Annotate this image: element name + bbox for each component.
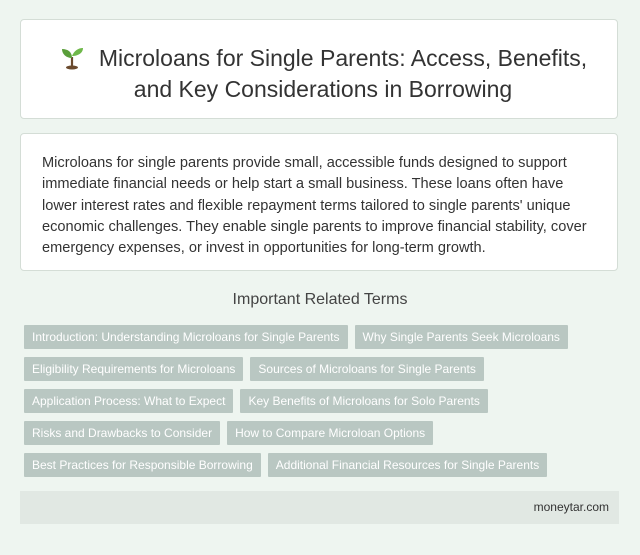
tag-row	[24, 421, 604, 445]
tag-row	[24, 325, 604, 349]
title-card	[20, 19, 618, 119]
tag-row	[24, 453, 604, 477]
related-terms-heading: Important Related Terms	[232, 291, 408, 308]
related-term-tag[interactable]: Introduction: Understanding Microloans for Single Parents	[24, 325, 348, 349]
related-term-tag[interactable]: Risks and Drawbacks to Consider	[24, 421, 220, 445]
related-term-tag[interactable]: Eligibility Requirements for Microloans	[24, 357, 243, 381]
tag-row	[24, 389, 604, 413]
summary-card	[20, 133, 618, 271]
footer	[20, 491, 619, 524]
tag-row	[24, 357, 604, 381]
related-term-tag[interactable]: Why Single Parents Seek Microloans	[355, 325, 568, 349]
related-term-tag[interactable]: How to Compare Microloan Options	[227, 421, 433, 445]
related-term-tag[interactable]: Sources of Microloans for Single Parents	[250, 357, 483, 381]
page-title: Microloans for Single Parents: Access, Benefits, and Key Considerations in Borrowing	[98, 45, 588, 102]
related-terms-list	[24, 325, 604, 485]
summary-text: Microloans for single parents provide small, accessible funds designed to support immediate financial needs or help start a small business. These loans often have lower interest rates and flexible repayment terms tailored to single parents' unique economic challenges. They enable single parents to improve financial stability, cover emergency expenses, or invest in opportunities for long-term growth.	[42, 155, 587, 257]
sprout-icon	[59, 44, 85, 70]
related-term-tag[interactable]: Additional Financial Resources for Single Parents	[268, 453, 547, 477]
page-title-wrap	[39, 43, 607, 105]
related-term-tag[interactable]: Best Practices for Responsible Borrowing	[24, 453, 261, 477]
related-term-tag[interactable]: Application Process: What to Expect	[24, 389, 233, 413]
related-term-tag[interactable]: Key Benefits of Microloans for Solo Parents	[240, 389, 487, 413]
footer-site-link[interactable]: moneytar.com	[533, 500, 609, 514]
